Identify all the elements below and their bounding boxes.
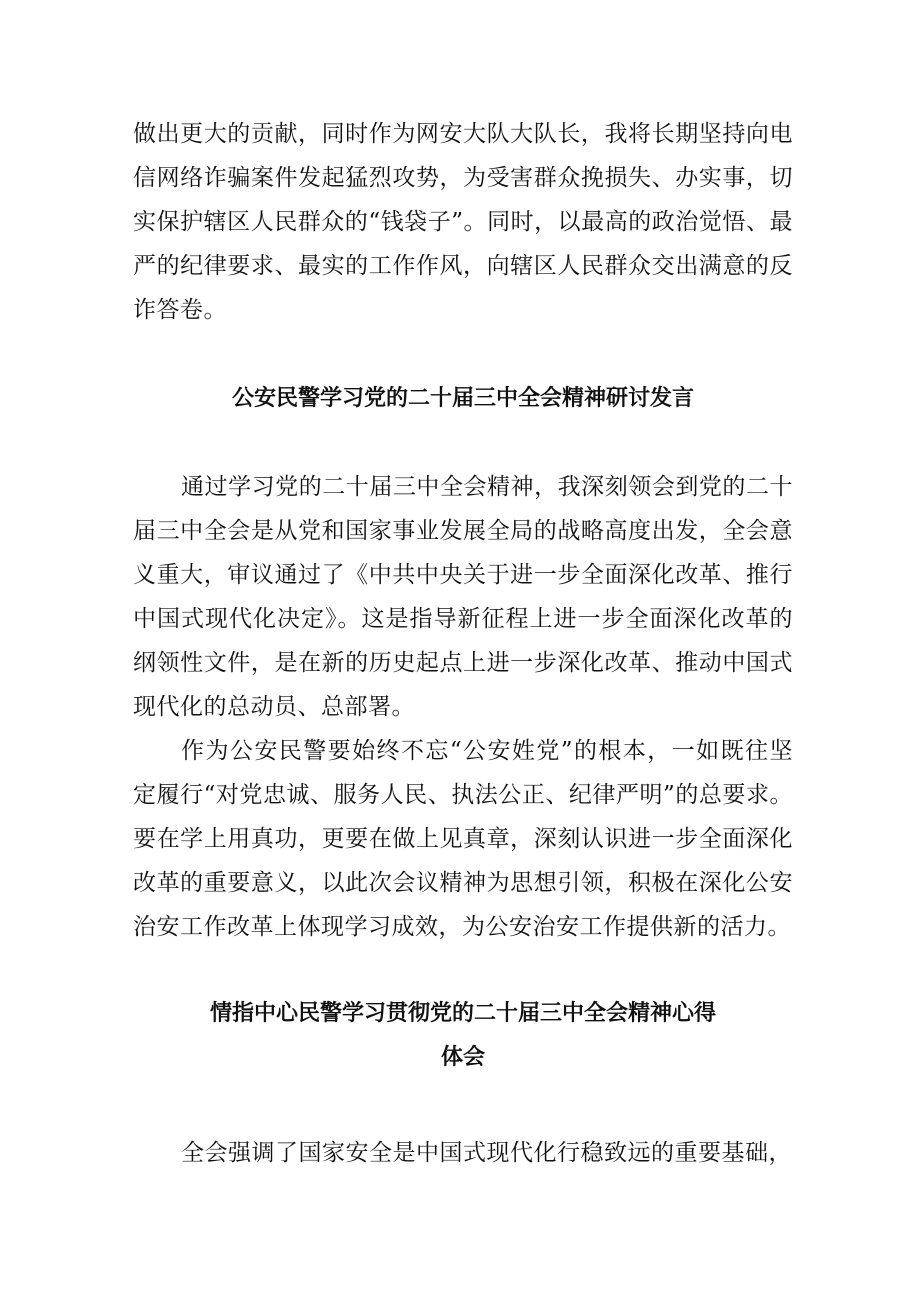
section-heading-2-line-1: 情指中心民警学习贯彻党的二十届三中全会精神心得: [209, 1001, 716, 1026]
body-paragraph-3: 作为公安民警要始终不忘“公安姓党”的根本，一如既往坚定履行“对党忠诚、服务人民、执法公正、纪律严明”的总要求。要在学上用真功，更要在做上见真章，深刻认识进一步全面深化改革的重要意义，以此次会议精神为思想引领，积极在深化公安治安工作改革上体现学习成效，为公安治安工作提供新的活力。: [133, 738, 793, 940]
body-paragraph-4: 全会强调了国家安全是中国式现代化行稳致远的重要基础，: [181, 1140, 792, 1166]
body-paragraph-2: 通过学习党的二十届三中全会精神，我深刻领会到党的二十届三中全会是从党和国家事业发展全局的战略高度出发，全会意义重大，审议通过了《中共中央关于进一步全面深化改革、推行中国式现代化决定》。这是指导新征程上进一步全面深化改革的纲领性文件，是在新的历史起点上进一步深化改革、推动中国式现代化的总动员、总部署。: [133, 474, 793, 720]
section-heading-2-line-2: 体会: [440, 1045, 485, 1070]
body-paragraph-1: 做出更大的贡献，同时作为网安大队大队长，我将长期坚持向电信网络诈骗案件发起猛烈攻势，为受害群众挽损失、办实事，切实保护辖区人民群众的“钱袋子”。同时，以最高的政治觉悟、最严的纪律要求、最实的工作作风，向辖区人民群众交出满意的反诈答卷。: [133, 121, 793, 323]
section-heading-1: 公安民警学习党的二十届三中全会精神研讨发言: [231, 386, 694, 411]
